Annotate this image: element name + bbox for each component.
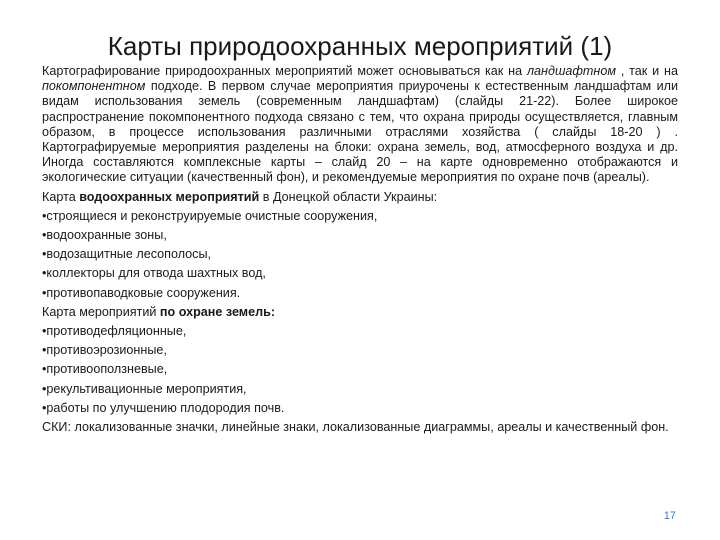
- land-item: •рекультивационные мероприятия,: [42, 381, 247, 396]
- water-item: •строящиеся и реконструируемые очистные сооружения,: [42, 208, 378, 223]
- slide-title: Карты природоохранных мероприятий (1): [107, 31, 613, 61]
- water-item: •коллекторы для отвода шахтных вод,: [42, 266, 266, 281]
- land-item: •противооползневые,: [42, 362, 168, 377]
- water-item: •водоохранные зоны,: [42, 228, 167, 243]
- water-item: •противопаводковые сооружения.: [42, 285, 241, 300]
- intro-paragraph: [42, 64, 678, 186]
- ski-paragraph: СКИ: локализованные значки, линейные знаки, локализованные диаграммы, ареалы и качественный фон.: [42, 420, 669, 435]
- intro-text-1: Картографирование природоохранных мероприятий может основываться как на: [42, 64, 527, 78]
- water-heading: [42, 190, 678, 205]
- page-number: 17: [663, 510, 676, 522]
- slide-body: [42, 64, 678, 435]
- land-heading-bold: по охране земель:: [159, 304, 276, 319]
- intro-italic-component: покомпонентном: [42, 79, 146, 94]
- land-item: •работы по улучшению плодородия почв.: [42, 400, 285, 415]
- water-heading-post: в Донецкой области Украины:: [259, 189, 438, 204]
- water-item: •водозащитные лесополосы,: [42, 247, 212, 262]
- land-item: •противодефляционные,: [42, 324, 187, 339]
- land-heading: [42, 305, 678, 320]
- water-heading-pre: Карта: [42, 189, 80, 204]
- water-heading-bold: водоохранных мероприятий: [79, 189, 260, 204]
- intro-italic-landscape: ландшафтном: [526, 64, 616, 78]
- land-heading-pre: Карта мероприятий: [42, 304, 160, 319]
- intro-text-3: подходе. В первом случае мероприятия приурочены к естественным ландшафтам или видам использования земель (современным ландшафтам) (слайды 21-22). Более широкое распространение покомпонентного подхода связано с тем, что охрана природы осуществляется, главным образом, в процессе использования различными отраслями хозяйства ( слайды 18-20 ) . Картографируемые мероприятия разделены на блоки: охрана земель, вод, атмосферного воздуха и др. Иногда составляются комплексные карты – слайд 20 – на карте одновременно отображаются и экологические ситуации (качественный фон), и рекомендуемые мероприятия по охране почв (ареалы).: [42, 79, 678, 185]
- land-item: •противоэрозионные,: [42, 343, 167, 358]
- intro-text-2: , так и на: [616, 64, 678, 78]
